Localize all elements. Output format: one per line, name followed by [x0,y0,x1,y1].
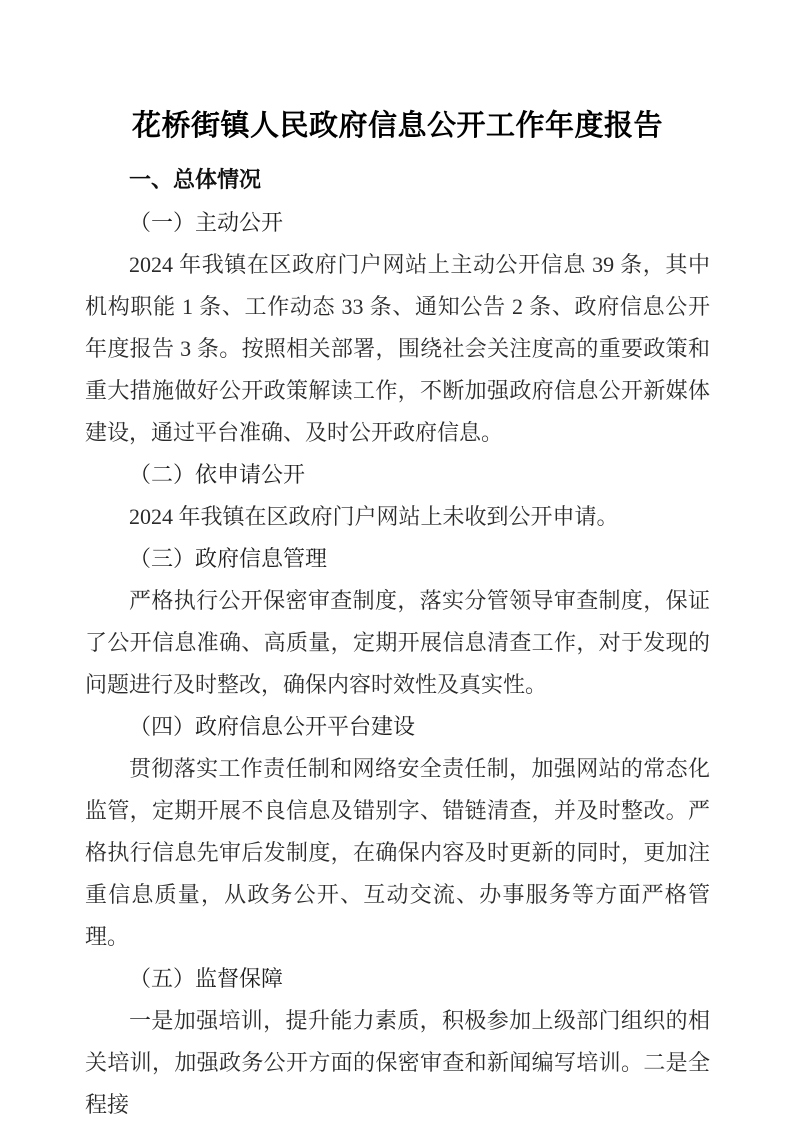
subsection-heading-supervision-guarantee: （五）监督保障 [129,966,284,991]
subsection-heading-proactive-disclosure: （一）主动公开 [129,210,284,235]
subsection-heading-disclosure-upon-request: （二）依申请公开 [129,462,306,487]
body-paragraph: 2024 年我镇在区政府门户网站上主动公开信息 39 条，其中机构职能 1 条、工作动态 33 条、通知公告 2 条、政府信息公开年度报告 3 条。按照相关部署，围绕社会关注度高的重要政策和重大措施做好公开政策解读工作，不断加强政府信息公开新媒体建设，通过平台准确、及时公开政府信息。 [85,252,710,445]
body-paragraph: 一是加强培训，提升能力素质，积极参加上级部门组织的相关培训，加强政务公开方面的保密审查和新闻编写培训。二是全程接 [85,1008,710,1117]
body-paragraph: 贯彻落实工作责任制和网络安全责任制，加强网站的常态化监管，定期开展不良信息及错别字、错链清查，并及时整改。严格执行信息先审后发制度，在确保内容及时更新的同时，更加注重信息质量，从政务公开、互动交流、办事服务等方面严格管理。 [85,756,710,949]
subsection-heading-information-management: （三）政府信息管理 [129,546,328,571]
section-heading-overall-situation: 一、总体情况 [129,168,262,193]
body-paragraph: 严格执行公开保密审查制度，落实分管领导审查制度，保证了公开信息准确、高质量，定期开展信息清查工作，对于发现的问题进行及时整改，确保内容时效性及真实性。 [85,588,710,697]
body-paragraph: 2024 年我镇在区政府门户网站上未收到公开申请。 [129,504,619,529]
subsection-heading-platform-construction: （四）政府信息公开平台建设 [129,714,416,739]
document-title: 花桥街镇人民政府信息公开工作年度报告 [131,110,663,142]
